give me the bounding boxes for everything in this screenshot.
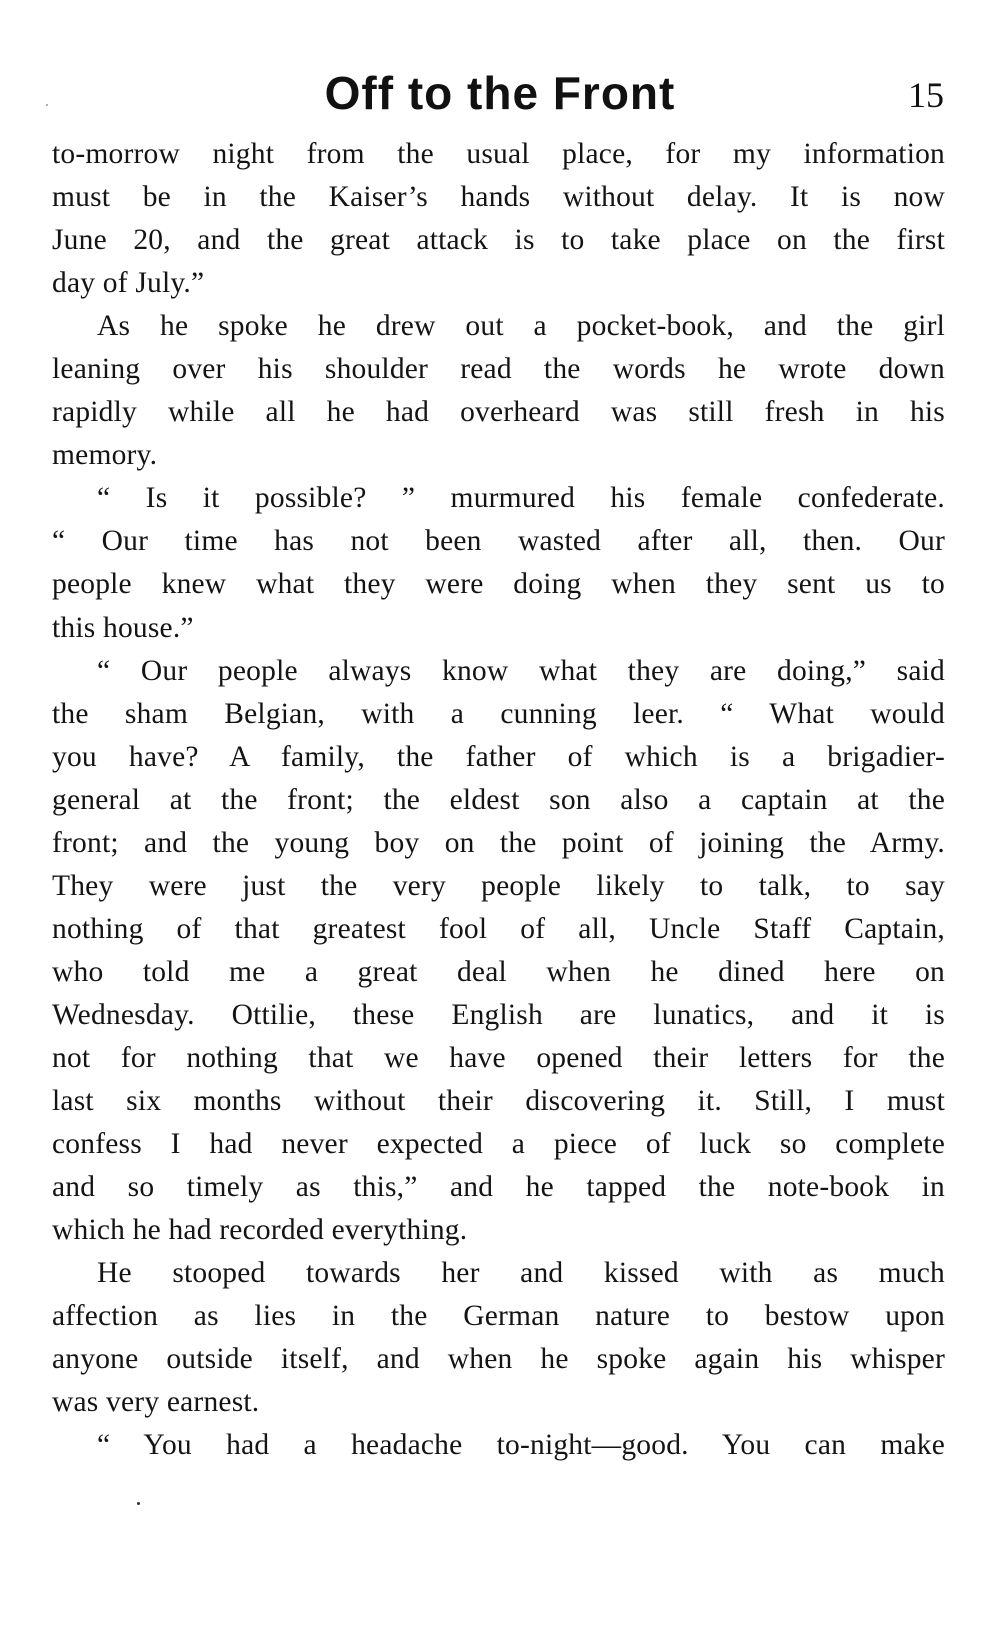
text-line: who told me a great deal when he dined here on: [52, 955, 945, 988]
text-line: memory.: [52, 439, 158, 472]
print-speck: [137, 1502, 140, 1505]
text-line: must be in the Kaiser’s hands without delay. It is now: [52, 181, 945, 214]
text-line: to-morrow night from the usual place, for my information: [52, 138, 945, 170]
text-line: “ Our people always know what they are doing,” said: [97, 654, 945, 687]
paragraph: [52, 1252, 945, 1424]
text-line: leaning over his shoulder read the words he wrote down: [52, 353, 945, 386]
text-line: anyone outside itself, and when he spoke again his whisper: [52, 1343, 945, 1376]
running-title: Off to the Front: [324, 67, 676, 119]
text-line: day of July.”: [52, 267, 205, 300]
text-line: general at the front; the eldest son also a captain at the: [52, 783, 945, 816]
text-line: front; and the young boy on the point of joining the Army.: [52, 826, 945, 859]
text-line: rapidly while all he had overheard was still fresh in his: [52, 396, 945, 429]
text-line: June 20, and the great attack is to take place on the first: [52, 224, 945, 257]
body-text: [52, 133, 945, 1467]
text-line: “ Our time has not been wasted after all, then. Our: [52, 525, 945, 558]
text-line: people knew what they were doing when they sent us to: [52, 568, 945, 601]
text-line: not for nothing that we have opened their letters for the: [52, 1041, 945, 1074]
text-line: Wednesday. Ottilie, these English are lunatics, and it is: [52, 998, 945, 1031]
text-line: the sham Belgian, with a cunning leer. “ What would: [52, 697, 945, 730]
text-line: confess I had never expected a piece of luck so complete: [52, 1128, 945, 1161]
text-line: affection as lies in the German nature to bestow upon: [52, 1300, 945, 1333]
text-line: “ Is it possible? ” murmured his female confederate.: [97, 482, 945, 515]
text-line: nothing of that greatest fool of all, Uncle Staff Captain,: [52, 912, 945, 945]
paragraph: [52, 133, 945, 305]
text-line: this house.”: [52, 611, 194, 644]
text-line: and so timely as this,” and he tapped the note-book in: [52, 1171, 945, 1204]
text-line: was very earnest.: [52, 1386, 260, 1419]
text-line: They were just the very people likely to talk, to say: [52, 869, 945, 902]
text-line: “ You had a headache to-night—good. You can make: [97, 1429, 945, 1462]
paragraph: [52, 650, 945, 1253]
page-header: [0, 66, 1000, 126]
text-line: He stooped towards her and kissed with as much: [97, 1257, 945, 1290]
text-line: As he spoke he drew out a pocket-book, and the girl: [97, 310, 945, 343]
page-number: 15: [908, 75, 944, 115]
paragraph: [52, 1424, 945, 1467]
text-line: you have? A family, the father of which is a brigadier-: [52, 740, 945, 773]
paragraph: [52, 477, 945, 649]
text-line: last six months without their discovering it. Still, I must: [52, 1085, 945, 1118]
text-line: which he had recorded everything.: [52, 1214, 468, 1247]
paragraph: [52, 305, 945, 477]
